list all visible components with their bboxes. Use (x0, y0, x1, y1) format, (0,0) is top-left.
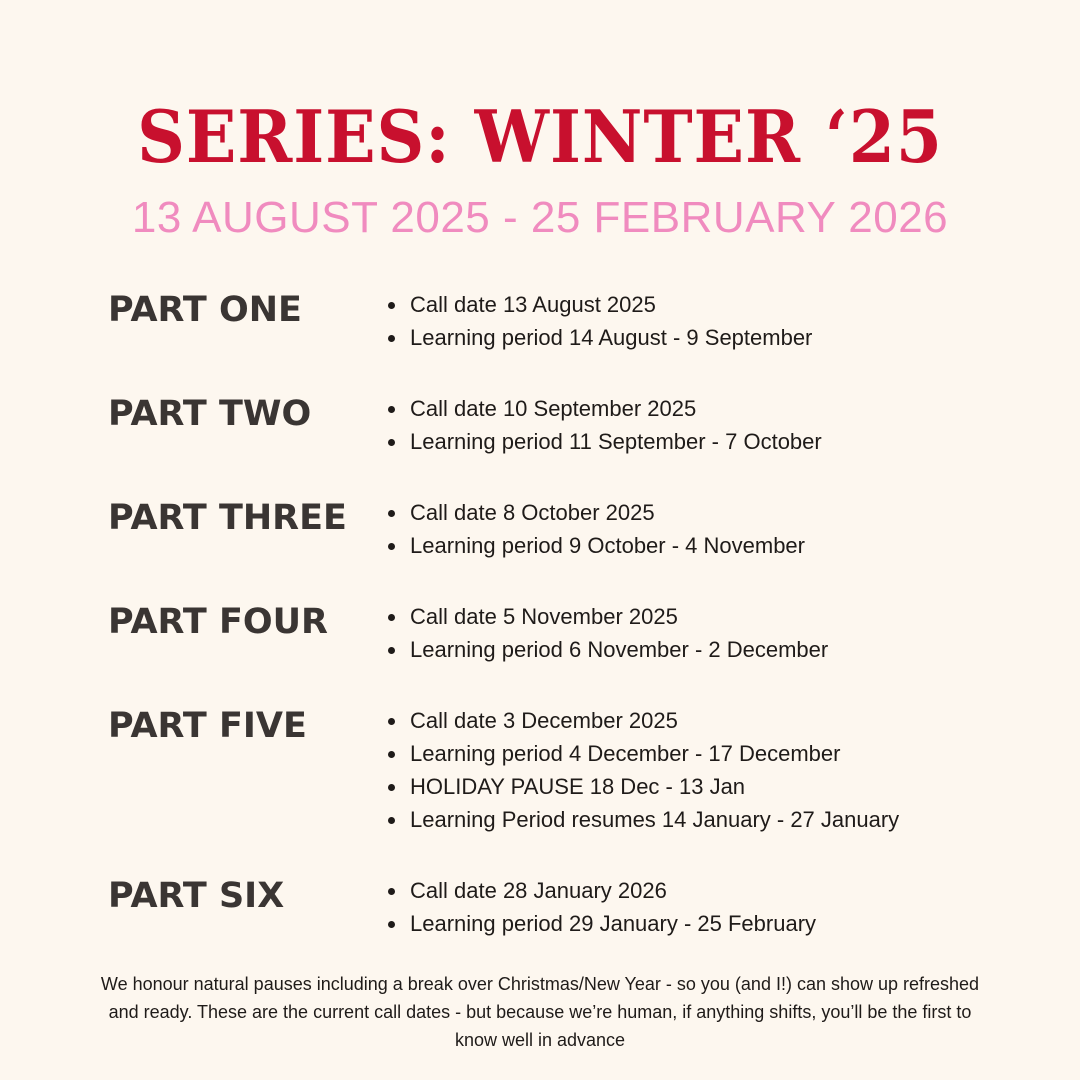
footnote-text: We honour natural pauses including a break over Christmas/New Year - so you (and I!) can show up refreshed and ready. These are the current call dates - but because we’re human, if anything shifts, you’ll be the first to know well in advance (100, 974, 980, 1050)
page-title: SERIES: WINTER ‘25 (137, 94, 943, 179)
part-heading: PART THREE (108, 498, 347, 538)
part-dates-list (388, 496, 805, 562)
list-item: Call date 28 January 2026 (388, 874, 816, 907)
part-dates-list (388, 704, 899, 836)
list-item: Learning Period resumes 14 January - 27 January (388, 803, 899, 836)
list-item: Call date 8 October 2025 (388, 496, 805, 529)
part-dates-list (388, 392, 822, 458)
list-item: HOLIDAY PAUSE 18 Dec - 13 Jan (388, 770, 899, 803)
part-heading: PART FIVE (108, 706, 307, 746)
part-dates-list (388, 874, 816, 940)
part-heading: PART SIX (108, 876, 285, 916)
date-range-subtitle: 13 AUGUST 2025 - 25 FEBRUARY 2026 (131, 193, 949, 242)
part-heading: PART FOUR (108, 602, 328, 642)
list-item: Call date 10 September 2025 (388, 392, 822, 425)
list-item: Learning period 4 December - 17 December (388, 737, 899, 770)
list-item: Call date 5 November 2025 (388, 600, 828, 633)
part-dates-list (388, 600, 828, 666)
list-item: Learning period 6 November - 2 December (388, 633, 828, 666)
list-item: Learning period 9 October - 4 November (388, 529, 805, 562)
part-heading: PART TWO (108, 394, 312, 434)
part-dates-list (388, 288, 812, 354)
list-item: Learning period 11 September - 7 October (388, 425, 822, 458)
list-item: Call date 3 December 2025 (388, 704, 899, 737)
list-item: Learning period 14 August - 9 September (388, 321, 812, 354)
list-item: Call date 13 August 2025 (388, 288, 812, 321)
part-heading: PART ONE (108, 290, 302, 330)
list-item: Learning period 29 January - 25 February (388, 907, 816, 940)
